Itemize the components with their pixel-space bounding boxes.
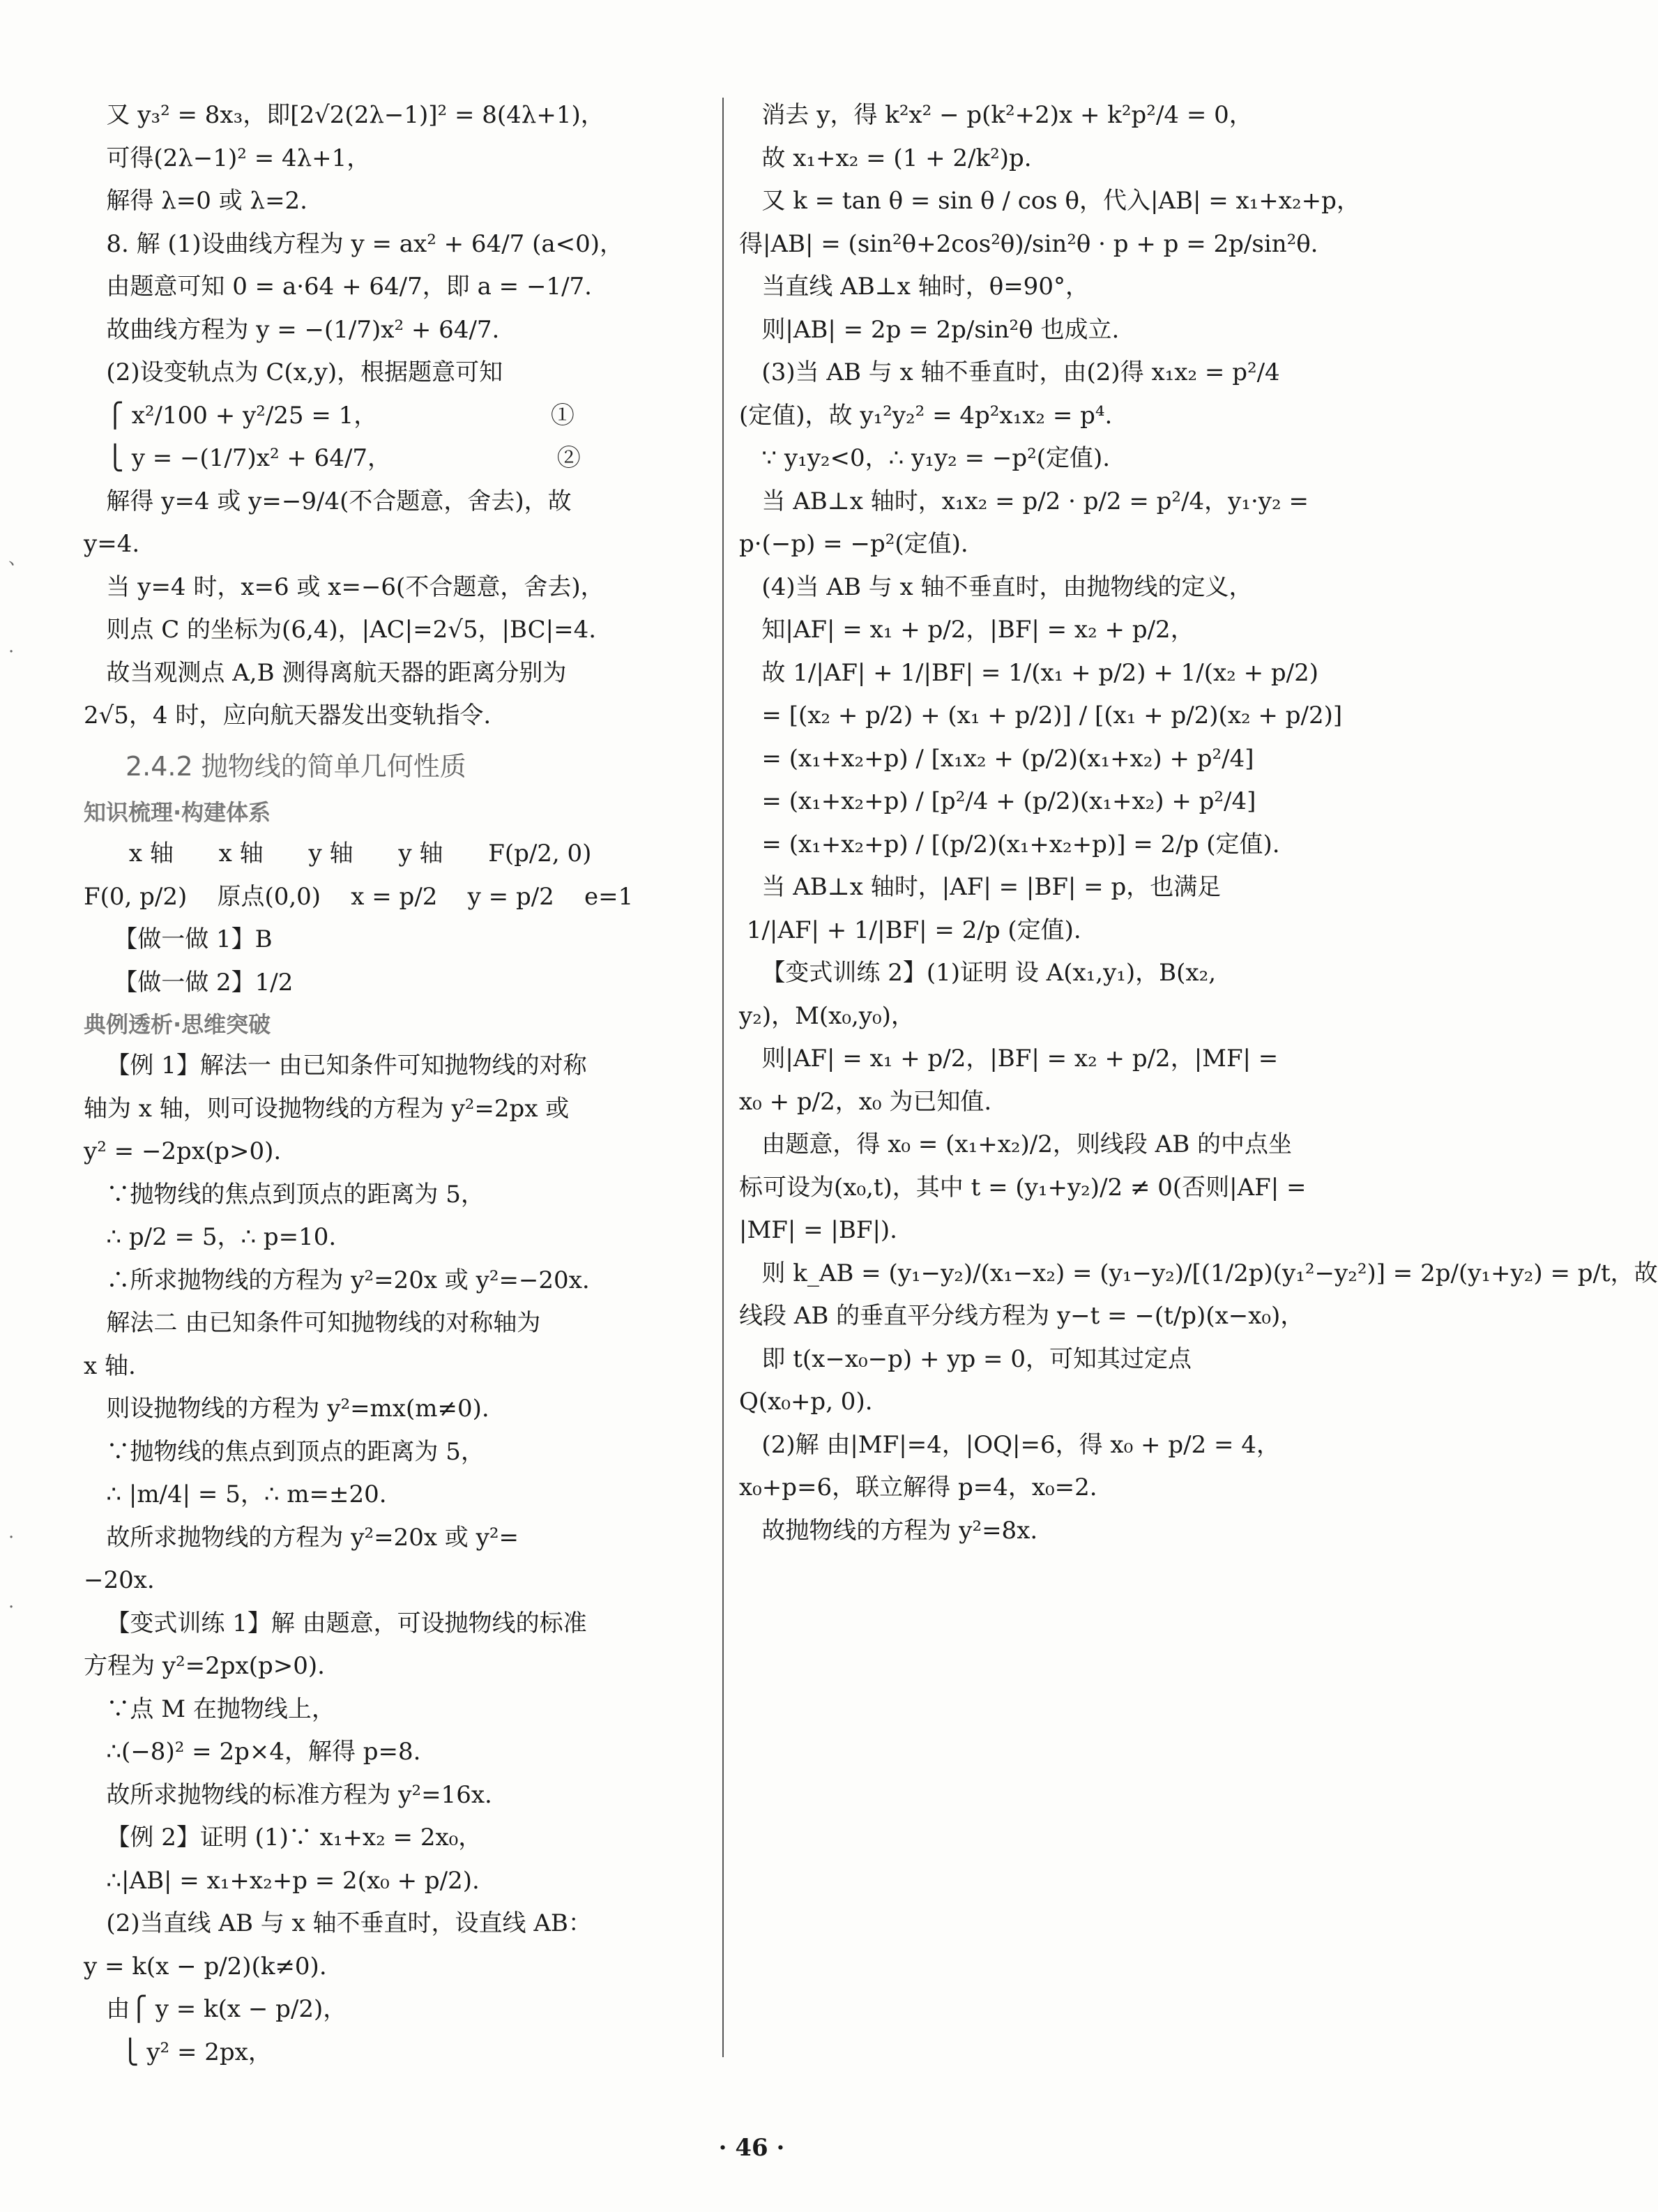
text-line: (4)当 AB 与 x 轴不垂直时，由抛物线的定义， bbox=[739, 573, 1253, 601]
text-line: 解得 λ=0 或 λ=2. bbox=[84, 187, 307, 215]
text-line: 得|AB| = (sin²θ+2cos²θ)/sin²θ · p + p = 2p/sin²θ. bbox=[739, 229, 1318, 258]
text-line: 又 k = tan θ = sin θ / cos θ，代入|AB| = x₁+x₂+p， bbox=[739, 187, 1360, 215]
text-line: 由题意可知 0 = a·64 + 64/7，即 a = −1/7. bbox=[84, 273, 592, 301]
text-line: 【变式训练 1】解 由题意，可设抛物线的标准 bbox=[84, 1609, 587, 1637]
text-line: ∵抛物线的焦点到顶点的距离为 5， bbox=[84, 1437, 485, 1466]
text-line: 故所求抛物线的方程为 y²=20x 或 y²= bbox=[84, 1523, 519, 1552]
text-line: 故抛物线的方程为 y²=8x. bbox=[739, 1516, 1038, 1545]
text-line: Q(x₀+p, 0). bbox=[739, 1388, 873, 1416]
text-line: (2)当直线 AB 与 x 轴不垂直时，设直线 AB： bbox=[84, 1909, 592, 1937]
text-line: (2)解 由|MF|=4，|OQ|=6，得 x₀ + p/2 = 4， bbox=[739, 1430, 1280, 1459]
margin-mark: · bbox=[8, 1527, 15, 1548]
text-line: 消去 y，得 k²x² − p(k²+2)x + k²p²/4 = 0， bbox=[739, 101, 1253, 129]
text-line: x₀+p=6，联立解得 p=4，x₀=2. bbox=[739, 1474, 1097, 1501]
text-line: 解得 y=4 或 y=−9/4(不合题意，舍去)，故 bbox=[84, 487, 572, 515]
text-line: 则点 C 的坐标为(6,4)，|AC|=2√5，|BC|=4. bbox=[84, 616, 597, 644]
text-line: ∴ |m/4| = 5，∴ m=±20. bbox=[84, 1480, 387, 1508]
text-line: ∵点 M 在抛物线上， bbox=[84, 1695, 335, 1723]
text-line: (2)设变轨点为 C(x,y)，根据题意可知 bbox=[84, 358, 503, 386]
text-line: −20x. bbox=[84, 1566, 155, 1594]
text-line: ∵抛物线的焦点到顶点的距离为 5， bbox=[84, 1180, 485, 1209]
sub-heading: 知识梳理·构建体系 bbox=[84, 799, 271, 826]
margin-mark: 、 bbox=[8, 548, 27, 569]
text-line: 可得(2λ−1)² = 4λ+1， bbox=[84, 144, 371, 172]
text-line: ⎩ y = −(1/7)x² + 64/7， ② bbox=[84, 444, 581, 472]
text-line: 故曲线方程为 y = −(1/7)x² + 64/7. bbox=[84, 315, 500, 344]
text-line: x 轴 x 轴 y 轴 y 轴 F(p/2, 0) bbox=[84, 840, 592, 868]
text-line: 则|AF| = x₁ + p/2，|BF| = x₂ + p/2，|MF| = bbox=[739, 1045, 1279, 1073]
text-line: = (x₁+x₂+p) / [p²/4 + (p/2)(x₁+x₂) + p²/4] bbox=[739, 787, 1256, 815]
left-column bbox=[84, 98, 711, 2077]
text-line: 则 k_AB = (y₁−y₂)/(x₁−x₂) = (y₁−y₂)/[(1/2p)(y₁²−y₂²)] = 2p/(y₁+y₂) = p/t，故 bbox=[739, 1259, 1658, 1287]
text-line: ∵ y₁y₂<0，∴ y₁y₂ = −p²(定值). bbox=[739, 444, 1111, 472]
text-line: y = k(x − p/2)(k≠0). bbox=[84, 1952, 327, 1980]
text-line: 由⎧ y = k(x − p/2)， bbox=[84, 1995, 347, 2023]
section-title: 2.4.2 抛物线的简单几何性质 bbox=[126, 751, 466, 782]
text-line: 由题意，得 x₀ = (x₁+x₂)/2，则线段 AB 的中点坐 bbox=[739, 1130, 1293, 1158]
text-line: y² = −2px(p>0). bbox=[84, 1137, 282, 1165]
text-line: x₀ + p/2，x₀ 为已知值. bbox=[739, 1087, 992, 1116]
text-line: ∴所求抛物线的方程为 y²=20x 或 y²=−20x. bbox=[84, 1266, 590, 1294]
text-line: 故所求抛物线的标准方程为 y²=16x. bbox=[84, 1780, 492, 1809]
text-line: 则设抛物线的方程为 y²=mx(m≠0). bbox=[84, 1395, 489, 1423]
text-line: 2√5，4 时，应向航天器发出变轨指令. bbox=[84, 702, 492, 729]
text-line: 1/|AF| + 1/|BF| = 2/p (定值). bbox=[739, 916, 1081, 944]
text-line: = [(x₂ + p/2) + (x₁ + p/2)] / [(x₁ + p/2)(x₂ + p/2)] bbox=[739, 702, 1343, 729]
text-line: 方程为 y²=2px(p>0). bbox=[84, 1652, 325, 1680]
text-line: 【例 2】证明 (1)∵ x₁+x₂ = 2x₀， bbox=[84, 1824, 482, 1851]
text-line: 解法二 由已知条件可知抛物线的对称轴为 bbox=[84, 1309, 541, 1337]
text-line: ∴(−8)² = 2p×4，解得 p=8. bbox=[84, 1738, 421, 1766]
right-column bbox=[739, 98, 1658, 1556]
text-line: x 轴. bbox=[84, 1351, 136, 1380]
text-line: 即 t(x−x₀−p) + yp = 0，可知其过定点 bbox=[739, 1344, 1192, 1373]
text-line: y₂)，M(x₀,y₀)， bbox=[739, 1001, 915, 1030]
text-line: 【做一做 1】B bbox=[84, 925, 273, 953]
text-line: ∴ p/2 = 5，∴ p=10. bbox=[84, 1223, 337, 1251]
text-line: 【做一做 2】1/2 bbox=[84, 968, 294, 997]
text-line: ⎩ y² = 2px， bbox=[84, 2038, 272, 2066]
text-line: 当 y=4 时，x=6 或 x=−6(不合题意，舍去)， bbox=[84, 573, 604, 601]
text-line: |MF| = |BF|). bbox=[739, 1216, 897, 1244]
text-line: 知|AF| = x₁ + p/2，|BF| = x₂ + p/2， bbox=[739, 616, 1194, 644]
text-line: (定值)，故 y₁²y₂² = 4p²x₁x₂ = p⁴. bbox=[739, 401, 1113, 430]
text-line: p·(−p) = −p²(定值). bbox=[739, 530, 968, 558]
text-line: 轴为 x 轴，则可设抛物线的方程为 y²=2px 或 bbox=[84, 1094, 570, 1123]
text-line: F(0, p/2) 原点(0,0) x = p/2 y = p/2 e=1 bbox=[84, 882, 634, 911]
page-number: · 46 · bbox=[718, 2134, 785, 2162]
sub-heading: 典例透析·思维突破 bbox=[84, 1011, 271, 1038]
text-line: 故 1/|AF| + 1/|BF| = 1/(x₁ + p/2) + 1/(x₂ + p/2) bbox=[739, 658, 1319, 687]
text-line: 当直线 AB⊥x 轴时，θ=90°， bbox=[739, 273, 1089, 301]
text-line: 【例 1】解法一 由已知条件可知抛物线的对称 bbox=[84, 1052, 587, 1080]
text-line: 线段 AB 的垂直平分线方程为 y−t = −(t/p)(x−x₀)， bbox=[739, 1302, 1305, 1330]
text-line: (3)当 AB 与 x 轴不垂直时，由(2)得 x₁x₂ = p²/4 bbox=[739, 358, 1280, 386]
text-line: 当 AB⊥x 轴时，x₁x₂ = p/2 · p/2 = p²/4，y₁·y₂ = bbox=[739, 487, 1309, 515]
text-line: 故当观测点 A,B 测得离航天器的距离分别为 bbox=[84, 658, 567, 687]
column-divider bbox=[722, 98, 724, 2057]
text-line: 则|AB| = 2p = 2p/sin²θ 也成立. bbox=[739, 315, 1120, 344]
text-line: 又 y₃² = 8x₃，即[2√2(2λ−1)]² = 8(4λ+1)， bbox=[84, 101, 604, 129]
text-line: = (x₁+x₂+p) / [x₁x₂ + (p/2)(x₁+x₂) + p²/4] bbox=[739, 744, 1254, 773]
text-line: 标可设为(x₀,t)，其中 t = (y₁+y₂)/2 ≠ 0(否则|AF| = bbox=[739, 1173, 1307, 1202]
text-line: 故 x₁+x₂ = (1 + 2/k²)p. bbox=[739, 144, 1032, 172]
text-line: 当 AB⊥x 轴时，|AF| = |BF| = p，也满足 bbox=[739, 873, 1222, 901]
text-line: ⎧ x²/100 + y²/25 = 1， ① bbox=[84, 401, 575, 430]
text-line: 8. 解 (1)设曲线方程为 y = ax² + 64/7 (a<0)， bbox=[84, 229, 624, 258]
text-line: y=4. bbox=[84, 530, 140, 558]
text-line: = (x₁+x₂+p) / [(p/2)(x₁+x₂+p)] = 2/p (定值). bbox=[739, 830, 1280, 858]
text-line: ∴|AB| = x₁+x₂+p = 2(x₀ + p/2). bbox=[84, 1866, 480, 1895]
margin-mark: · bbox=[8, 1597, 15, 1618]
margin-mark: · bbox=[8, 642, 15, 662]
text-line: 【变式训练 2】(1)证明 设 A(x₁,y₁)，B(x₂, bbox=[739, 959, 1217, 987]
